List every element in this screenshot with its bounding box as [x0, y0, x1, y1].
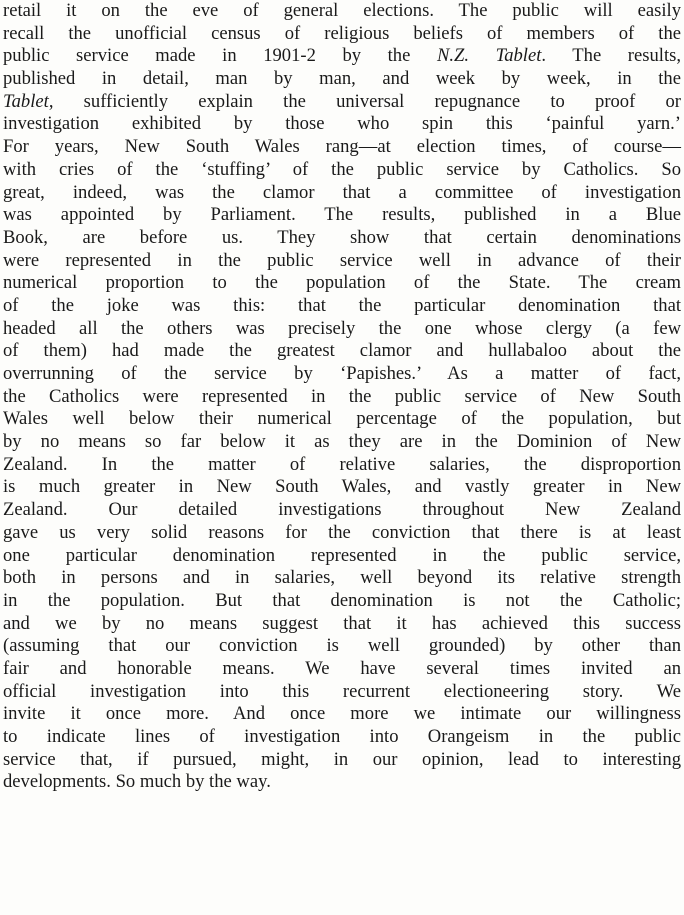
text-line: investigation exhibited by those who spin this ‘painful yarn.’ [3, 113, 681, 135]
text-line: fair and honorable means. We have several times invited an [3, 657, 681, 679]
text-line: developments. So much by the way. [3, 771, 271, 793]
text-line: numerical proportion to the population of the State. The cream [3, 272, 681, 294]
text-line: service that, if pursued, might, in our opinion, lead to interesting [3, 748, 681, 770]
text-line: public service made in 1901-2 by the N.Z. Tablet. The results, [3, 45, 681, 67]
text-line: Tablet, sufficiently explain the universal repugnance to proof or [3, 90, 681, 112]
text-line: overrunning of the service by ‘Papishes.’ As a matter of fact, [3, 363, 681, 384]
text-line: Book, are before us. They show that certain denominations [3, 226, 681, 248]
text-line: one particular denomination represented in the public service, [3, 544, 681, 566]
text-line: For years, New South Wales rang—at election times, of course— [3, 136, 681, 158]
text-line: recall the unofficial census of religious beliefs of members of the [3, 22, 681, 44]
text-line: published in detail, man by man, and week by week, in the [3, 68, 681, 90]
text-line: of the joke was this: that the particular denomination that [3, 294, 681, 316]
text-line: invite it once more. And once more we intimate our willingness [3, 703, 681, 725]
text-line: (assuming that our conviction is well grounded) by other than [3, 635, 681, 657]
text-line: the Catholics were represented in the public service of New South [3, 385, 681, 407]
text-line: Zealand. In the matter of relative salaries, the disproportion [3, 453, 681, 475]
text-line: is much greater in New South Wales, and vastly greater in New [3, 476, 681, 498]
text-line: and we by no means suggest that it has achieved this success [3, 612, 681, 634]
text-line: retail it on the eve of general elections. The public will easily [3, 0, 681, 21]
text-line: by no means so far below it as they are in the Dominion of New [3, 431, 681, 453]
text-line: gave us very solid reasons for the conviction that there is at least [3, 521, 681, 543]
text-line: Zealand. Our detailed investigations throughout New Zealand [3, 499, 681, 521]
text-line: was appointed by Parliament. The results, published in a Blue [3, 204, 681, 226]
text-line: to indicate lines of investigation into Orangeism in the public [3, 726, 681, 747]
text-line: official investigation into this recurrent electioneering story. We [3, 680, 681, 702]
text-line: headed all the others was precisely the one whose clergy (a few [3, 317, 681, 339]
text-line: great, indeed, was the clamor that a committee of investigation [3, 181, 681, 203]
text-line: Wales well below their numerical percentage of the population, but [3, 408, 681, 430]
text-line: of them) had made the greatest clamor and hullabaloo about the [3, 340, 681, 362]
text-line: in the population. But that denomination is not the Catholic; [3, 589, 681, 611]
text-line: were represented in the public service well in advance of their [3, 249, 681, 271]
text-line: with cries of the ‘stuffing’ of the public service by Catholics. So [3, 158, 681, 180]
text-line: both in persons and in salaries, well beyond its relative strength [3, 567, 681, 589]
article-text-column [3, 0, 681, 794]
